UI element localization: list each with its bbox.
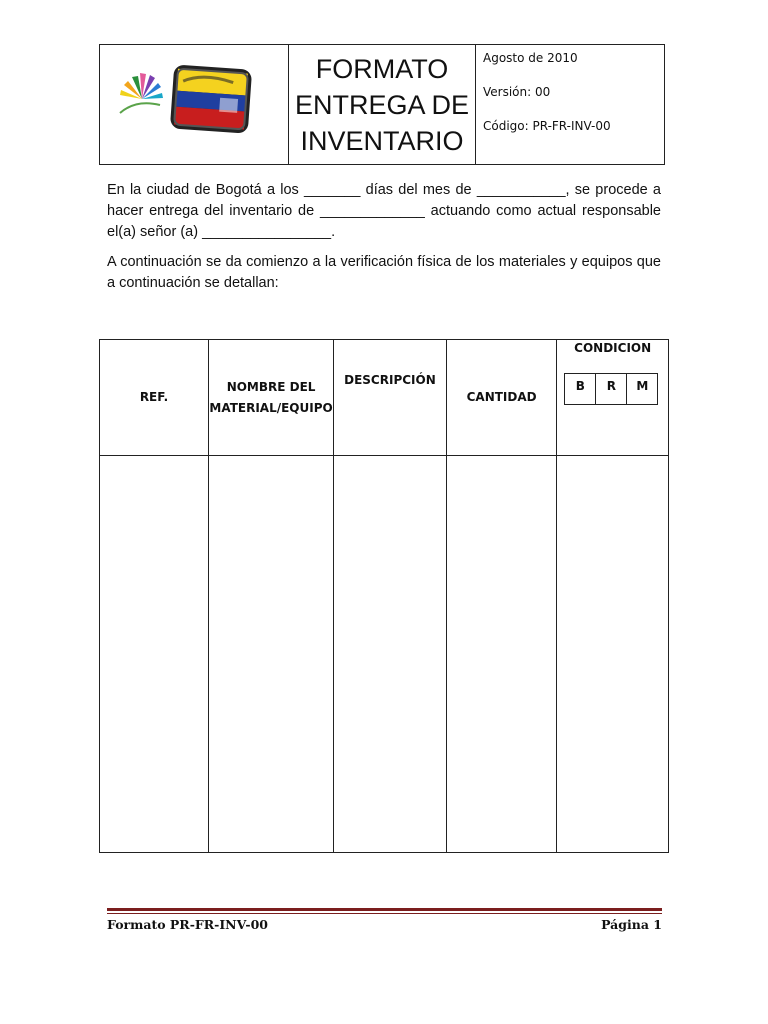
column-header-quantity: CANTIDAD xyxy=(446,340,557,456)
condition-option-m: M xyxy=(627,374,658,405)
document-title xyxy=(289,45,476,165)
column-header-description: DESCRIPCIÓN xyxy=(334,340,447,456)
column-header-name-line1: NOMBRE DEL xyxy=(226,379,316,394)
table-header-row xyxy=(100,340,669,456)
verification-paragraph: A continuación se da comienzo a la verificación física de los materiales y equipos que a continuación se detallan: xyxy=(107,254,661,291)
column-header-condition xyxy=(557,340,669,456)
flag-badge-icon xyxy=(170,64,252,133)
title-line-3: INVENTARIO xyxy=(300,125,464,156)
footer-divider xyxy=(107,908,662,911)
description-cell[interactable] xyxy=(334,456,447,853)
name-cell[interactable] xyxy=(209,456,334,853)
logo-cell xyxy=(100,45,289,165)
footer-page-number: Página 1 xyxy=(601,917,662,932)
institution-logo xyxy=(114,57,274,157)
quantity-cell[interactable] xyxy=(446,456,557,853)
document-version: Versión: 00 xyxy=(483,85,551,99)
inventory-table xyxy=(99,339,669,853)
column-header-ref: REF. xyxy=(100,340,209,456)
document-header xyxy=(99,44,665,165)
intro-paragraph: En la ciudad de Bogotá a los _______ días del mes de ___________, se procede a hacer entrega del inventario de _____________ actuando como actual responsable el(a) señor (a) ________________. xyxy=(107,182,661,240)
document-code: Código: PR-FR-INV-00 xyxy=(483,119,611,133)
ref-cell[interactable] xyxy=(100,456,209,853)
condition-title: CONDICION xyxy=(574,341,652,355)
title-line-1: FORMATO xyxy=(315,53,449,84)
flower-fan-icon xyxy=(120,73,163,113)
column-header-name-line2: MATERIAL/EQUIPO xyxy=(209,400,333,415)
condition-cell[interactable] xyxy=(557,456,669,853)
title-line-2: ENTREGA DE xyxy=(294,89,470,120)
footer-form-code: Formato PR-FR-INV-00 xyxy=(107,917,268,932)
condition-option-b: B xyxy=(565,374,596,405)
column-header-name xyxy=(209,340,334,456)
document-date: Agosto de 2010 xyxy=(483,51,578,65)
table-row xyxy=(100,456,669,853)
document-meta xyxy=(476,45,665,165)
condition-options xyxy=(564,373,658,405)
footer-divider-thin xyxy=(107,913,662,914)
condition-option-r: R xyxy=(596,374,627,405)
